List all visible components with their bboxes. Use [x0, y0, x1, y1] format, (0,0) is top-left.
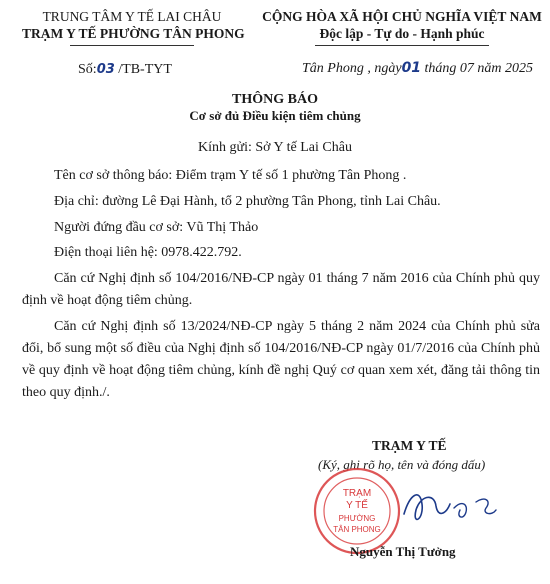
- issue-date: [302, 60, 533, 77]
- document-number: [78, 62, 172, 78]
- paragraph-legal-basis-2: Căn cứ Nghị định số 13/2024/NĐ-CP ngày 5 tháng 2 năm 2024 của Chính phủ sửa đổi, bổ sung một số điều của Nghị định số 104/2016/NĐ-CP ngày 01/7/2016 của Chính phủ về quy định về hoạt động tiêm chủng, kính đề nghị Quý cơ quan xem xét, đăng tải thông tin theo quy định./.: [22, 319, 540, 400]
- document-subtitle: Cơ sở đủ Điều kiện tiêm chủng: [189, 108, 361, 123]
- agency-line-1: TRUNG TÂM Y TẾ LAI CHÂU: [42, 9, 222, 24]
- date-day-handwritten: 01: [401, 60, 422, 76]
- address-line: Địa chỉ: đường Lê Đại Hành, tổ 2 phường Tân Phong, tỉnh Lai Châu.: [54, 194, 441, 209]
- stamp-line-4: TÂN PHONG: [333, 525, 381, 534]
- paragraph-legal-basis-1: Căn cứ Nghị định số 104/2016/NĐ-CP ngày 01 tháng 7 năm 2016 của Chính phủ quy định về hoạt động tiêm chủng.: [22, 271, 540, 308]
- head-person-line: Người đứng đầu cơ sở: Vũ Thị Thảo: [54, 220, 259, 235]
- handwritten-signature: [396, 474, 506, 534]
- stamp-line-2: Y TẾ: [346, 500, 368, 511]
- motto-underline: [315, 45, 489, 46]
- nation-line-2: Độc lập - Tự do - Hạnh phúc: [319, 26, 485, 41]
- stamp-line-3: PHƯỜNG: [338, 514, 376, 523]
- agency-line-2: TRẠM Y TẾ PHƯỜNG TÂN PHONG: [22, 26, 245, 41]
- stamp-line-1: TRẠM: [342, 488, 372, 499]
- phone-line: Điện thoại liên hệ: 0978.422.792.: [54, 245, 242, 260]
- signer-name: Nguyễn Thị Tưởng: [350, 544, 456, 559]
- date-suffix: tháng 07 năm 2025: [424, 61, 534, 76]
- date-prefix: Tân Phong , ngày: [302, 61, 402, 76]
- official-stamp: [312, 466, 402, 556]
- doc-number-handwritten: 03: [96, 62, 115, 77]
- document-title: THÔNG BÁO: [232, 92, 318, 107]
- signature-org: TRẠM Y TẾ: [372, 438, 447, 453]
- nation-line-1: CỘNG HÒA XÃ HỘI CHỦ NGHĨA VIỆT NAM: [262, 9, 542, 24]
- doc-number-suffix: /TB-TYT: [114, 62, 172, 77]
- doc-number-prefix: Số:: [78, 62, 97, 77]
- signature-note: (Ký, ghi rõ họ, tên và đóng dấu): [318, 457, 486, 472]
- agency-underline: [70, 45, 194, 46]
- recipient-line: Kính gửi: Sở Y tế Lai Châu: [198, 140, 352, 155]
- facility-name-line: Tên cơ sở thông báo: Điểm trạm Y tế số 1 phường Tân Phong .: [54, 168, 407, 183]
